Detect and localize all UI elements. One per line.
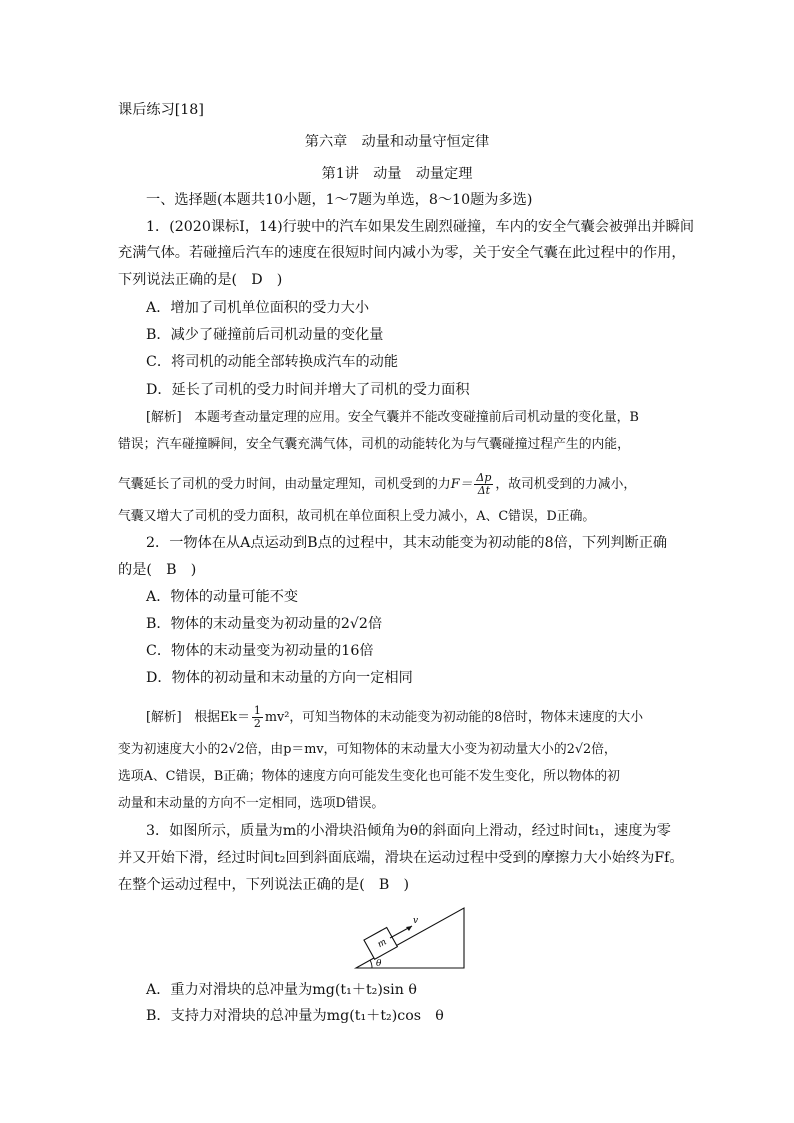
q2-fraction bbox=[252, 705, 263, 730]
sliding-block bbox=[364, 927, 397, 959]
q1-stem-line-3: 下列说法正确的是( D ) bbox=[118, 272, 283, 288]
q1-stem-line-2: 充满气体。若碰撞后汽车的速度在很短时间内减小为零，关于安全气囊在此过程中的作用， bbox=[118, 245, 686, 261]
q1-fraction-numerator: Δp bbox=[476, 471, 492, 484]
q3-stem-line-1: 3．如图所示，质量为m的小滑块沿倾角为θ的斜面向上滑动，经过时间t₁，速度为零 bbox=[146, 823, 671, 839]
q2-analysis-line-4: 动量和末动量的方向不一定相同，选项D错误。 bbox=[118, 796, 385, 811]
q1-option-a: A．增加了司机单位面积的受力大小 bbox=[146, 300, 370, 316]
q1-fraction bbox=[474, 472, 493, 497]
q1-option-b: B．减少了碰撞前后司机动量的变化量 bbox=[146, 327, 384, 343]
q2-fraction-numerator: 1 bbox=[253, 704, 261, 717]
q3-option-a: A．重力对滑块的总冲量为mg(t₁＋t₂)sin θ bbox=[146, 982, 417, 998]
q1-fraction-denominator: Δt bbox=[477, 484, 491, 497]
exercise-label: 课后练习[18] bbox=[118, 102, 204, 118]
q2-analysis-line-1 bbox=[146, 705, 643, 730]
q2-analysis-line-3: 选项A、C错误，B正确；物体的速度方向可能发生变化也可能不发生变化，所以物体的初 bbox=[118, 769, 620, 784]
q2-stem-line-2: 的是( B ) bbox=[118, 562, 197, 578]
velocity-label: v bbox=[413, 916, 419, 926]
q2-fraction-denominator: 2 bbox=[253, 717, 261, 730]
q1-analysis-line-2: 错误；汽车碰撞瞬间，安全气囊充满气体，司机的动能转化为与气囊碰撞过程产生的内能， bbox=[118, 437, 630, 452]
q1-stem-line-1: 1．(2020课标Ⅰ，14)行驶中的汽车如果发生剧烈碰撞，车内的安全气囊会被弹出并瞬间 bbox=[146, 219, 695, 235]
q2-option-c: C．物体的末动量变为初动量的16倍 bbox=[146, 643, 374, 659]
q1-analysis-line-4: 气囊又增大了司机的受力面积，故司机在单位面积上受力减小，A、C错误，D正确。 bbox=[118, 509, 596, 524]
q2-option-a: A．物体的动量可能不变 bbox=[146, 589, 299, 605]
section-heading: 一、选择题(本题共10小题，1～7题为单选，8～10题为多选) bbox=[146, 192, 533, 208]
q3-stem-line-3: 在整个运动过程中，下列说法正确的是( B ) bbox=[118, 877, 410, 893]
q2-option-b: B．物体的末动量变为初动量的2√2倍 bbox=[146, 616, 383, 632]
q2-analysis-text-after: mv²，可知当物体的末动能变为初动能的8倍时，物体末速度的大小 bbox=[264, 710, 644, 725]
angle-label: θ bbox=[376, 959, 382, 969]
q1-option-d: D．延长了司机的受力时间并增大了司机的受力面积 bbox=[146, 382, 470, 398]
q1-formula-lhs: F＝ bbox=[450, 477, 473, 492]
q1-analysis-text-after: ，故司机受到的力减小， bbox=[495, 477, 637, 492]
block-mass-label: m bbox=[376, 937, 389, 951]
q3-option-b: B．支持力对滑块的总冲量为mg(t₁＋t₂)cos θ bbox=[146, 1008, 444, 1024]
incline-figure bbox=[352, 902, 472, 974]
q1-analysis-line-1: [解析] 本题考查动量定理的应用。安全气囊并不能改变碰撞前后司机动量的变化量，B bbox=[146, 410, 639, 425]
chapter-title: 第六章 动量和动量守恒定律 bbox=[304, 134, 490, 150]
q1-analysis-text-before: 气囊延长了司机的受力时间，由动量定理知，司机受到的力 bbox=[118, 477, 451, 492]
q3-stem-line-2: 并又开始下滑，经过时间t₂回到斜面底端，滑块在运动过程中受到的摩擦力大小始终为Ff。 bbox=[118, 850, 684, 866]
q2-analysis-line-2: 变为初速度大小的2√2倍，由p＝mv，可知物体的末动量大小变为初动量大小的2√2倍， bbox=[118, 742, 617, 757]
q2-option-d: D．物体的初动量和末动量的方向一定相同 bbox=[146, 670, 413, 686]
q1-analysis-line-3 bbox=[118, 472, 636, 497]
angle-arc bbox=[370, 960, 372, 968]
q1-option-c: C．将司机的动能全部转换成汽车的动能 bbox=[146, 354, 399, 370]
q2-stem-line-1: 2．一物体在从A点运动到B点的过程中，其末动能变为初动能的8倍，下列判断正确 bbox=[146, 535, 668, 551]
lecture-title: 第1讲 动量 动量定理 bbox=[321, 166, 473, 182]
q2-analysis-text-before: [解析] 根据Ek＝ bbox=[146, 710, 250, 725]
